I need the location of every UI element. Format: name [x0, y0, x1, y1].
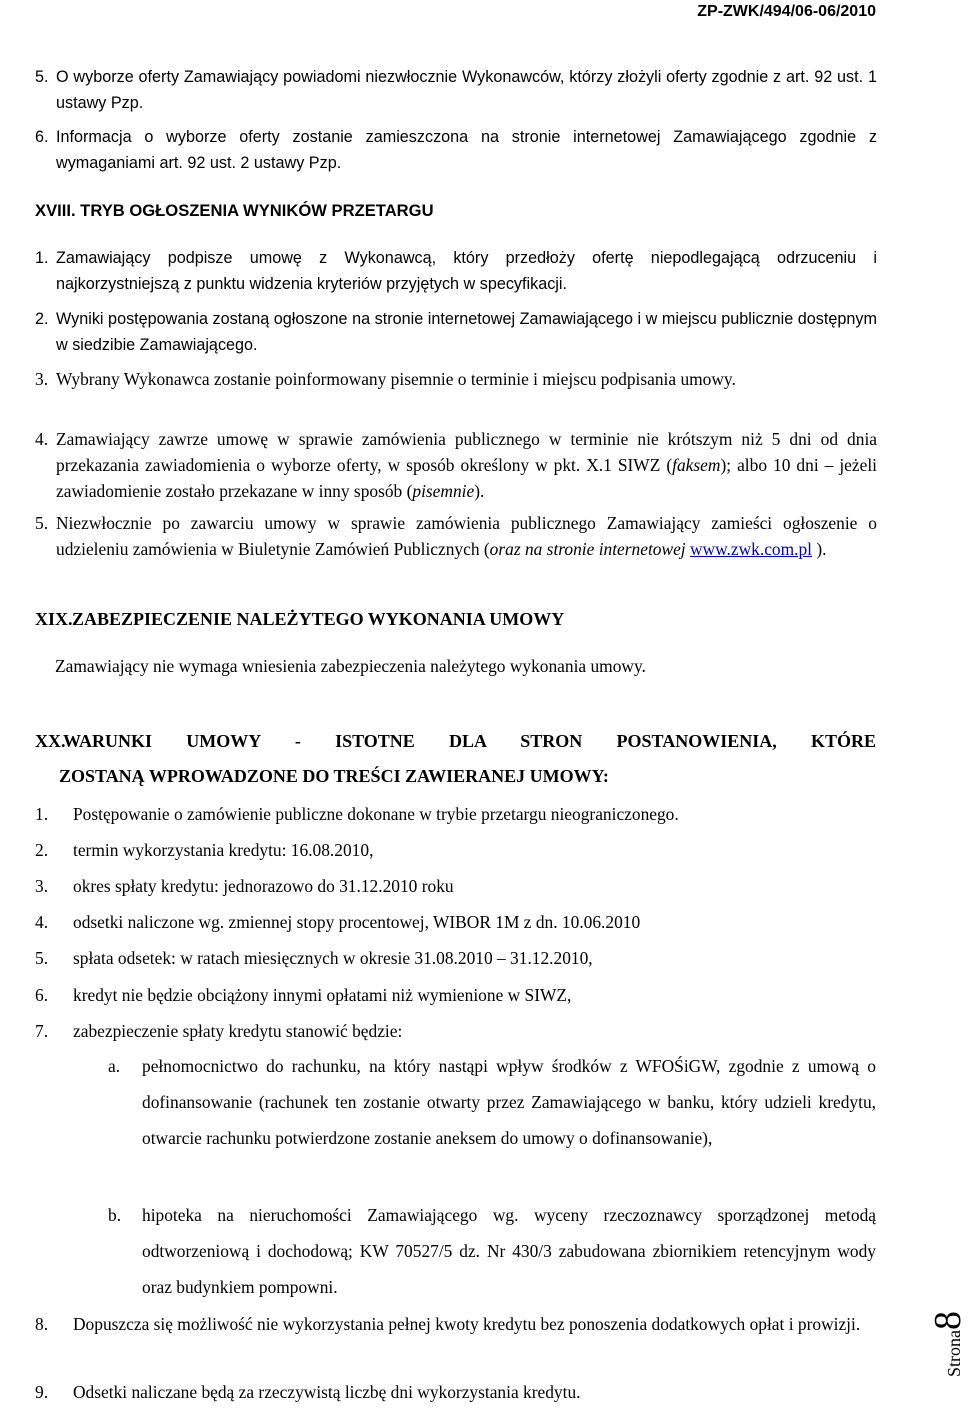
item-number: 1. — [35, 249, 49, 267]
list-item: 9. Odsetki naliczane będą za rzeczywistą liczbę dni wykorzystania kredytu. — [35, 1382, 581, 1402]
item-text: Zamawiający podpisze umowę z Wykonawcą, który przedłoży ofertę niepodlegającą odrzuceniu i najkorzystniejszą z punktu widzenia kryteriów przyjętych w specyfikacji. — [56, 249, 877, 293]
page-number-label: Strona8 — [927, 1311, 969, 1377]
list-item — [35, 245, 877, 297]
list-item — [35, 306, 877, 358]
list-item: 7. zabezpieczenie spłaty kredytu stanowić będzie: — [35, 1021, 403, 1041]
list-item — [35, 426, 877, 504]
section-heading-xx-line2: ZOSTANĄ WPROWADZONE DO TREŚCI ZAWIERANEJ UMOWY: — [59, 766, 609, 786]
item-number: 4. — [35, 429, 49, 449]
item-text: O wyborze oferty Zamawiający powiadomi niezwłocznie Wykonawców, którzy złożyli oferty zgodnie z art. 92 ust. 1 ustawy Pzp. — [56, 68, 877, 112]
page-footer — [922, 1284, 969, 1404]
website-link[interactable]: www.zwk.com.pl — [689, 539, 813, 559]
item-text: Wybrany Wykonawca zostanie poinformowany pisemnie o terminie i miejscu podpisania umowy. — [56, 369, 736, 389]
list-item: 3. okres spłaty kredytu: jednorazowo do 31.12.2010 roku — [35, 876, 454, 896]
item-text: Niezwłocznie po zawarciu umowy w sprawie zamówienia publicznego Zamawiający zamieści ogłoszenie o udzieleniu zamówienia w Biuletynie Zamówień Publicznych (oraz na stronie internetowej www.zwk.com.pl ). — [56, 513, 877, 559]
list-item: 5. spłata odsetek: w ratach miesięcznych w okresie 31.08.2010 – 31.12.2010, — [35, 948, 593, 968]
item-text: Wyniki postępowania zostaną ogłoszone na stronie internetowej Zamawiającego i w miejscu publicznie dostępnym w siedzibie Zamawiającego. — [56, 310, 877, 354]
list-item — [35, 124, 877, 176]
list-item — [35, 64, 877, 116]
list-item: 4. odsetki naliczone wg. zmiennej stopy procentowej, WIBOR 1M z dn. 10.06.2010 — [35, 912, 641, 932]
item-text: Informacja o wyborze oferty zostanie zamieszczona na stronie internetowej Zamawiającego zgodnie z wymaganiami art. 92 ust. 2 ustawy Pzp. — [56, 128, 877, 172]
list-item — [35, 366, 877, 392]
list-item: 8. Dopuszcza się możliwość nie wykorzystania pełnej kwoty kredytu bez ponoszenia dodatkowych opłat i prowizji. — [35, 1314, 861, 1334]
section-number-xx: XX. — [35, 731, 66, 751]
list-item: 1. Postępowanie o zamówienie publiczne dokonane w trybie przetargu nieograniczonego. — [35, 804, 679, 824]
sub-list-item: a. pełnomocnictwo do rachunku, na który nastąpi wpływ środków z WFOŚiGW, zgodnie z umową o dofinansowanie (rachunek ten zostanie otwarty przez Zamawiającego w banku, który udzieli kredytu, otwarcie rachunku potwierdzone zostanie aneksem do umowy o dofinansowanie), — [108, 1056, 876, 1148]
section-xix-text: Zamawiający nie wymaga wniesienia zabezpieczenia należytego wykonania umowy. — [55, 656, 646, 676]
list-item — [35, 510, 877, 562]
item-number: 3. — [35, 369, 49, 389]
item-text: Zamawiający zawrze umowę w sprawie zamówienia publicznego w terminie nie krótszym niż 5 dni od dnia przekazania zawiadomienia o wyborze oferty, w sposób określony w pkt. X.1 SIWZ (faksem); albo 10 dni – jeżeli zawiadomienie zostało przekazane w inny sposób (pisemnie). — [56, 429, 878, 501]
section-heading-xix: ZABEZPIECZENIE NALEŻYTEGO WYKONANIA UMOWY — [72, 609, 565, 629]
item-number: 2. — [35, 310, 49, 328]
document-code: ZP-ZWK/494/06-06/2010 — [697, 3, 876, 20]
sub-list-item: b. hipoteka na nieruchomości Zamawiającego wg. wyceny rzeczoznawcy sporządzonej metodą odtworzeniową i dochodową; KW 70527/5 dz. Nr 430/3 zabudowana zbiornikiem retencyjnym wody oraz budynkiem pompowni. — [108, 1205, 876, 1297]
list-item: 6. kredyt nie będzie obciążony innymi opłatami niż wymienione w SIWZ, — [35, 985, 572, 1005]
item-number: 5. — [35, 513, 49, 533]
section-number-xix: XIX. — [35, 609, 73, 629]
section-heading-xx-line1: WARUNKI UMOWY - ISTOTNE DLA STRON POSTANOWIENIA, KTÓRE — [63, 731, 876, 751]
item-number: 5. — [35, 68, 49, 86]
item-number: 6. — [35, 128, 49, 146]
section-heading-xviii: XVIII. TRYB OGŁOSZENIA WYNIKÓW PRZETARGU — [35, 201, 434, 220]
list-item: 2. termin wykorzystania kredytu: 16.08.2010, — [35, 840, 374, 860]
